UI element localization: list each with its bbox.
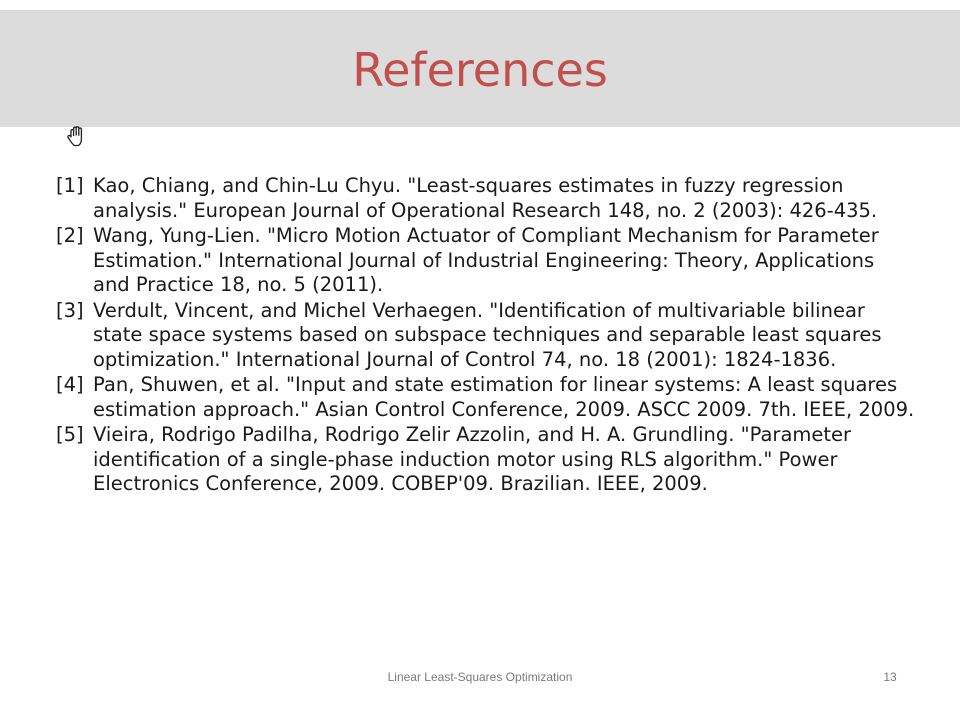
slide-title: References [352,43,608,97]
reference-text: Verdult, Vincent, and Michel Verhaegen. "Identification of multivariable bilinear state space systems based on subspace techniques and separable least squares optimization." International Journal of Control 74, no. 18 (2001): 1824-1836. [93,298,882,371]
reference-number: [2] [56,224,84,247]
reference-item [56,373,916,422]
reference-list [56,174,916,498]
reference-number: [3] [56,298,84,322]
reference-number: [4] [56,373,84,396]
reference-number: [1] [56,174,84,197]
reference-text: Pan, Shuwen, et al. "Input and state estimation for linear systems: A least squares estimation approach." Asian Control Conference, 2009. ASCC 2009. 7th. IEEE, 2009. [93,373,915,421]
reference-number: [5] [56,423,84,446]
reference-item [56,299,916,373]
reference-text: Vieira, Rodrigo Padilha, Rodrigo Zelir Azzolin, and H. A. Grundling. "Parameter identification of a single-phase induction motor using RLS algorithm." Power Electronics Conference, 2009. COBEP'09. Brazilian. IEEE, 2009. [93,423,852,495]
reference-item [56,174,916,223]
reference-item [56,423,916,497]
footer-title: Linear Least-Squares Optimization [387,670,573,684]
page-number: 13 [883,670,897,684]
hand-cursor-icon [64,124,90,150]
reference-item [56,224,916,298]
reference-text: Kao, Chiang, and Chin-Lu Chyu. "Least-squares estimates in fuzzy regression analysis." European Journal of Operational Research 148, no. 2 (2003): 426-435. [93,174,878,222]
reference-text: Wang, Yung-Lien. "Micro Motion Actuator of Compliant Mechanism for Parameter Estimation." International Journal of Industrial Engineering: Theory, Applications and Practice 18, no. 5 (2011). [93,224,879,296]
